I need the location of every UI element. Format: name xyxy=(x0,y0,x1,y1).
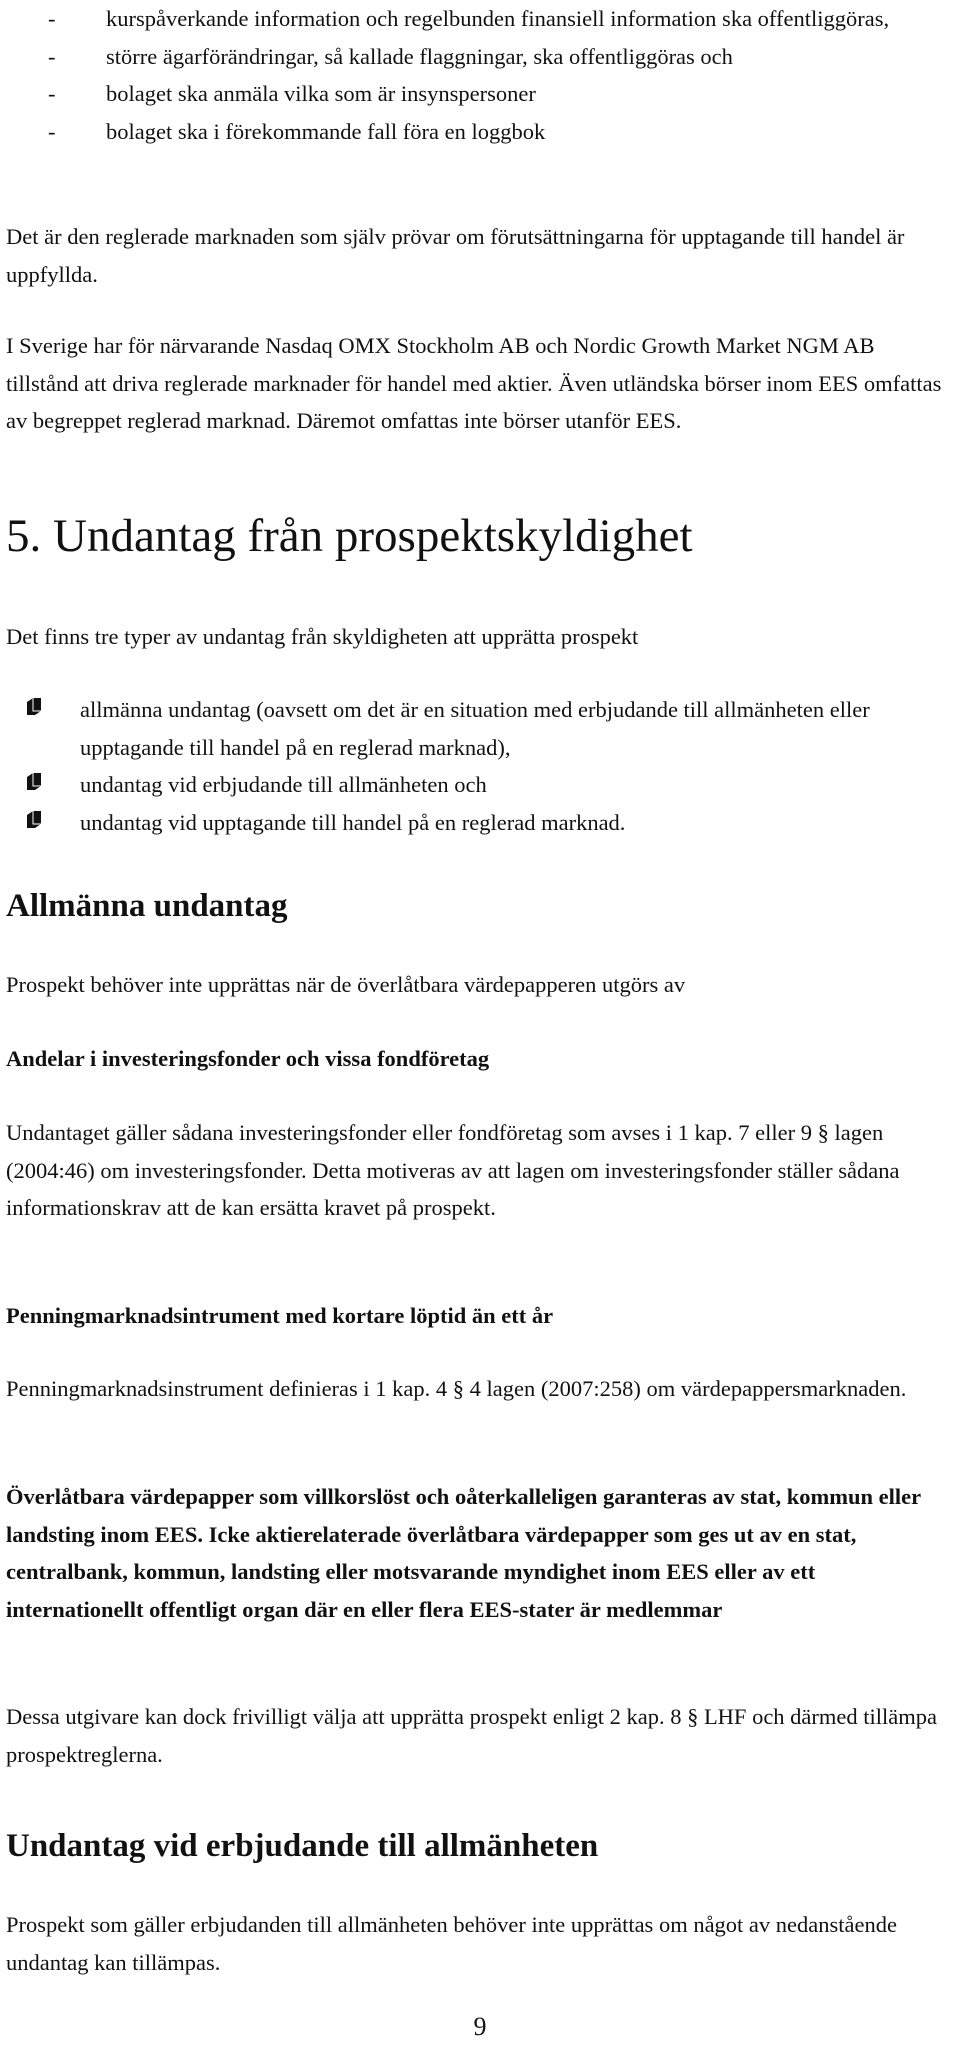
heading-penningmarknad: Penningmarknadsintrument med kortare löptid än ett år xyxy=(6,1303,554,1328)
list-item xyxy=(38,0,938,38)
list-item xyxy=(26,804,926,842)
disclosure-obligations-list xyxy=(38,0,938,150)
paragraph-erbjudande: Prospekt som gäller erbjudanden till allmänheten behöver inte upprättas om något av nedanstående undantag kan tillämpas. xyxy=(6,1912,897,1975)
section-heading: 5. Undantag från prospektskyldighet xyxy=(6,510,693,562)
heading-overlatbara-vardepapper: Överlåtbara värdepapper som villkorslöst och oåterkalleligen garanteras av stat, kommun eller landsting inom EES. Icke aktierelaterade överlåtbara värdepapper som ges ut av en stat, centralbank, kommun, landsting eller motsvarande myndighet inom EES eller av ett internationellt offentligt organ där en eller flera EES-stater är medlemmar xyxy=(6,1484,921,1622)
paragraph-penningmarknad: Penningmarknadsinstrument definieras i 1 kap. 4 § 4 lagen (2007:258) om värdepappersmarknaden. xyxy=(6,1376,907,1401)
list-item xyxy=(38,113,938,151)
list-item xyxy=(26,691,926,766)
list-item-text: undantag vid upptagande till handel på en reglerad marknad. xyxy=(80,809,626,835)
list-item xyxy=(38,75,938,113)
dash-bullet: - xyxy=(48,6,56,31)
list-item xyxy=(38,38,938,76)
exception-types-list xyxy=(26,691,926,841)
list-item-text: allmänna undantag (oavsett om det är en situation med erbjudande till allmänheten eller upptagande till handel på en reglerad marknad), xyxy=(80,697,870,760)
dash-bullet: - xyxy=(48,43,56,69)
square-bullet-icon xyxy=(26,772,42,794)
paragraph-tre-typer: Det finns tre typer av undantag från skyldigheten att upprätta prospekt xyxy=(6,624,639,649)
list-item-text: kurspåverkande information och regelbunden finansiell information ska offentliggöras, xyxy=(106,6,890,31)
dash-bullet: - xyxy=(48,81,56,106)
list-item xyxy=(26,766,926,804)
paragraph-prospekt-behover: Prospekt behöver inte upprättas när de överlåtbara värdepapperen utgörs av xyxy=(6,972,686,997)
square-bullet-icon xyxy=(26,697,42,719)
heading-andelar: Andelar i investeringsfonder och vissa fondföretag xyxy=(6,1046,490,1071)
heading-undantag-erbjudande: Undantag vid erbjudande till allmänheten xyxy=(6,1828,599,1864)
dash-bullet: - xyxy=(48,118,56,144)
list-item-text: bolaget ska i förekommande fall föra en loggbok xyxy=(106,118,546,144)
list-item-text: undantag vid erbjudande till allmänheten och xyxy=(80,772,487,797)
square-bullet-icon xyxy=(26,810,42,832)
list-item-text: bolaget ska anmäla vilka som är insynspersoner xyxy=(106,81,536,106)
paragraph-utgivare: Dessa utgivare kan dock frivilligt välja att upprätta prospekt enligt 2 kap. 8 § LHF och därmed tillämpa prospektreglerna. xyxy=(6,1704,938,1767)
paragraph-sverige: I Sverige har för närvarande Nasdaq OMX Stockholm AB och Nordic Growth Market NGM AB tillstånd att driva reglerade marknader för handel med aktier. Även utländska börser inom EES omfattas av begreppet reglerad marknad. Däremot omfattas inte börser utanför EES. xyxy=(6,333,942,433)
page-number: 9 xyxy=(473,2012,487,2041)
paragraph-andelar: Undantaget gäller sådana investeringsfonder eller fondföretag som avses i 1 kap. 7 eller 9 § lagen (2004:46) om investeringsfonder. Detta motiveras av att lagen om investeringsfonder ställer sådana informationskrav att de kan ersätta kravet på prospekt. xyxy=(6,1120,900,1220)
paragraph-reglerade-marknaden: Det är den reglerade marknaden som själv prövar om förutsättningarna för upptagande till handel är uppfyllda. xyxy=(6,224,905,287)
list-item-text: större ägarförändringar, så kallade flaggningar, ska offentliggöras och xyxy=(106,43,733,69)
heading-allmanna-undantag: Allmänna undantag xyxy=(6,888,288,924)
